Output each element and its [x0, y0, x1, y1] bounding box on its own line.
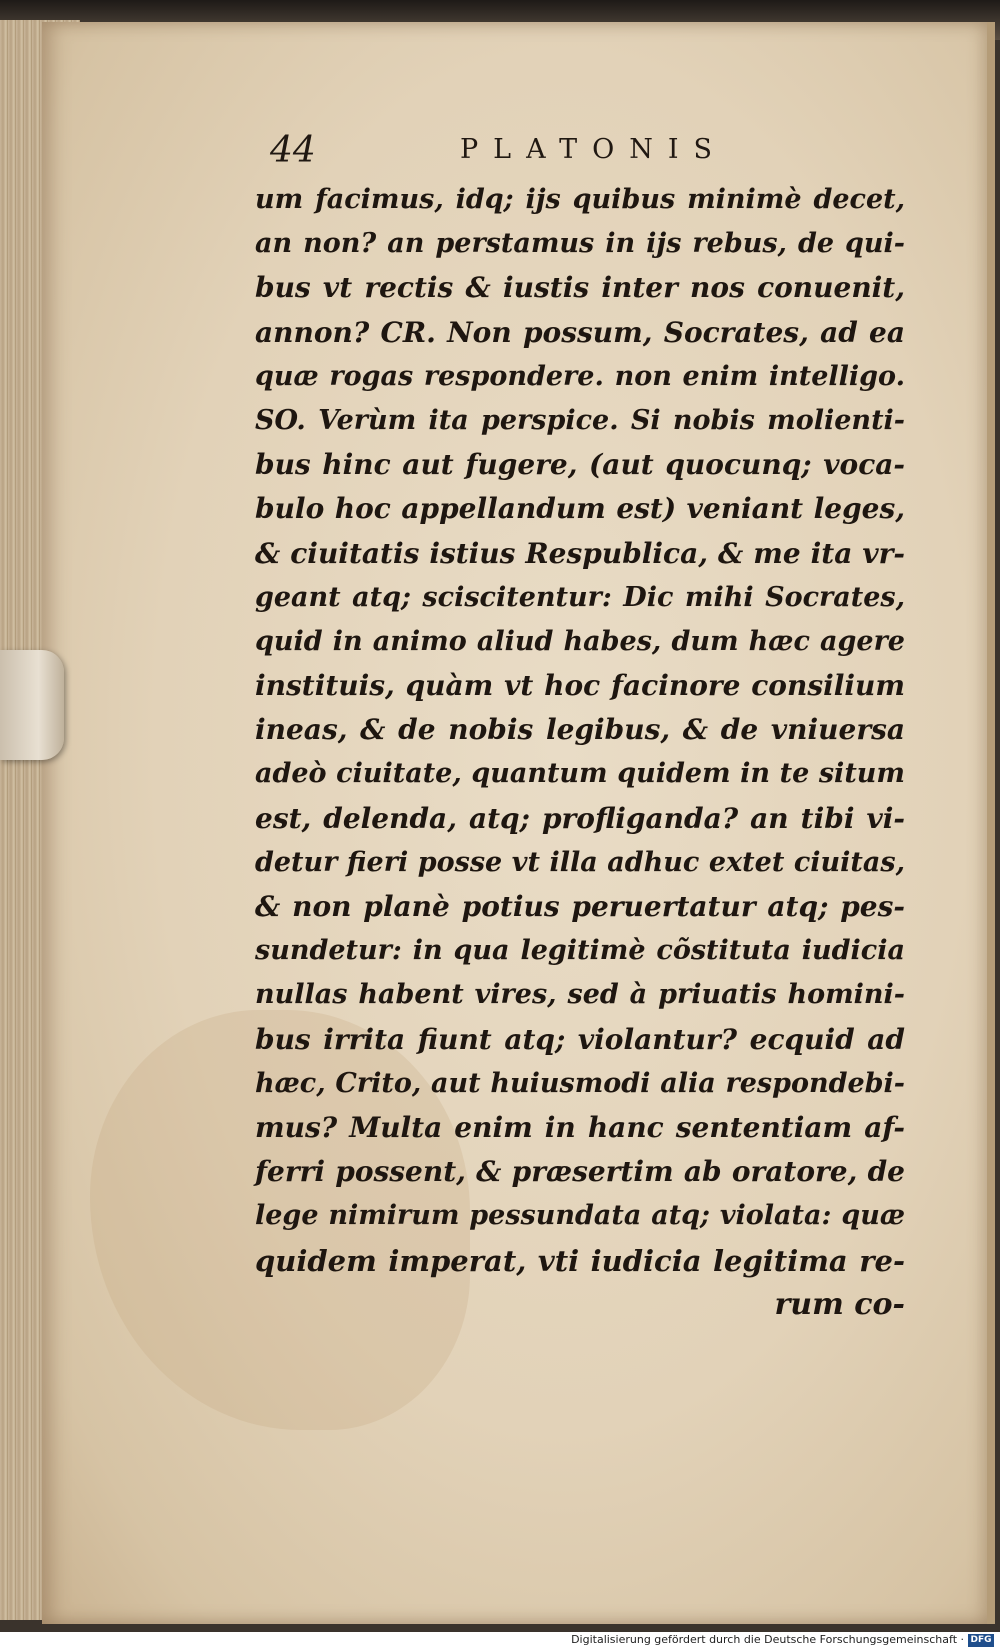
text-line: lege nimirum pessundata atq; violata: quæ	[255, 1200, 905, 1232]
running-head-title: PLATONIS	[460, 134, 728, 165]
body-text	[255, 178, 905, 1327]
dfg-logo: DFG	[968, 1634, 994, 1647]
text-line: bulo hoc appellandum est) veniant leges,	[255, 492, 905, 526]
text-line: detur fieri posse vt illa adhuc extet ciuitas,	[255, 846, 905, 878]
text-line: bus vt rectis & iustis inter nos conuenit,	[255, 271, 905, 305]
digitization-credit: Digitalisierung gefördert durch die Deutsche Forschungsgemeinschaft ·	[571, 1633, 964, 1646]
text-line: bus hinc aut fugere, (aut quocunq; voca-	[255, 448, 905, 482]
text-line: hæc, Crito, aut huiusmodi alia respondebi-	[255, 1067, 905, 1099]
text-line: instituis, quàm vt hoc facinore consilium	[255, 669, 905, 703]
book-clip	[0, 650, 64, 760]
text-line: an non? an perstamus in ijs rebus, de qui-	[255, 228, 905, 260]
text-line: um facimus, idq; ijs quibus minimè decet,	[255, 184, 905, 215]
text-line: nullas habent vires, sed à priuatis homini-	[255, 979, 905, 1011]
catchword: rum co-	[774, 1286, 905, 1322]
text-line: annon? CR. Non possum, Socrates, ad ea	[255, 315, 905, 349]
text-line: SO. Verùm ita perspice. Si nobis molienti-	[255, 404, 905, 436]
text-line: sundetur: in qua legitimè cõstituta iudicia	[255, 935, 905, 967]
text-line: quidem imperat, vti iudicia legitima re-	[255, 1243, 905, 1278]
text-line: geant atq; sciscitentur: Dic mihi Socrates,	[255, 581, 905, 613]
text-line: est, delenda, atq; profliganda? an tibi vi-	[255, 801, 905, 835]
running-head	[270, 130, 790, 176]
text-line: ineas, & de nobis legibus, & de vniuersa	[255, 713, 905, 747]
text-line: mus? Multa enim in hanc sententiam af-	[255, 1110, 905, 1144]
text-line: quæ rogas respondere. non enim intelligo.	[255, 360, 905, 392]
page-number: 44	[270, 130, 316, 171]
text-line: ferri possent, & præsertim ab oratore, de	[255, 1155, 905, 1189]
text-line: adeò ciuitate, quantum quidem in te situm	[255, 758, 905, 790]
text-line: quid in animo aliud habes, dum hæc agere	[255, 625, 905, 657]
text-line: bus irrita fiunt atq; violantur? ecquid ad	[255, 1022, 905, 1056]
text-line: & non planè potius peruertatur atq; pes-	[255, 890, 905, 923]
text-line: & ciuitatis istius Respublica, & me ita vr-	[255, 536, 905, 570]
